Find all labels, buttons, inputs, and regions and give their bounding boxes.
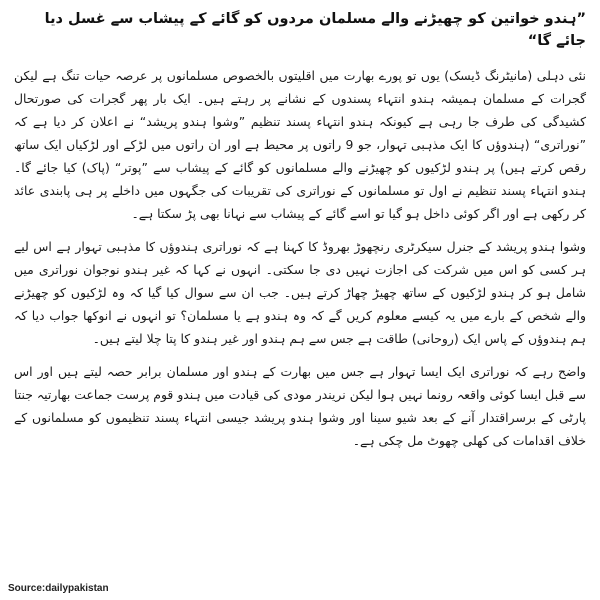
article-paragraph-1: نئی دہلی (مانیٹرنگ ڈیسک) یوں تو پورے بھارت میں اقلیتوں بالخصوص مسلمانوں پر عرصہ حیات تنگ ہے لیکن گجرات کے مسلمان ہمیشہ ہندو انتہاء پسندوں کے نشانے پر رہتے ہیں۔ ایک بار پھر گجرات کی صورتحال کشیدگی کی طرف جا رہی ہے کیونکہ ہندو انتہاء پسند تنظیم ”وشوا ہندو پریشد“ نے اعلان کر دیا ہے کہ ”نوراتری“ (ہندوؤں کا ایک مذہبی تہوار، جو 9 راتوں پر محیط ہے اور ان راتوں میں لڑکے اور لڑکیاں ایک ساتھ رقص کرتے ہیں) پر ہندو لڑکیوں کو چھیڑنے والے مسلمانوں کو گائے کے پیشاب سے ”پوتر“ (پاک) کیا جائے گا۔ ہندو انتہاء پسند تنظیم نے اول تو مسلمانوں کے نوراتری کی تقریبات کی جگہوں میں داخلے پر ہی پابندی عائد کر رکھی ہے اور اگر کوئی داخل ہو گیا تو اسے گائے کے پیشاب سے نہانا بھی پڑ سکتا ہے۔ [14, 68, 587, 221]
article-paragraph-3: واضح رہے کہ نوراتری ایک ایسا تہوار ہے جس میں بھارت کے ہندو اور مسلمان برابر حصہ لیتے ہیں اور اس سے قبل ایسا کوئی واقعہ رونما نہیں ہوا لیکن نریندر مودی کی قیادت میں ہندو قوم پرست جماعت بھارتیہ جنتا پارٹی کے برسراقتدار آنے کے بعد شیو سینا اور وشوا ہندو پریشد جیسی انتہاء پسند تنظیموں کو مسلمانوں کے خلاف اقدامات کی کھلی چھوٹ مل چکی ہے۔ [14, 364, 586, 448]
article-headline: ”ہندو خواتین کو چھیڑنے والے مسلمان مردوں کو گائے کے پیشاب سے غسل دیا جائے گا“ [44, 11, 586, 49]
source-credit: Source:dailypakistan [8, 583, 109, 594]
article-paragraph-2: وشوا ہندو پریشد کے جنرل سیکرٹری رنچھوڑ بھروڈ کا کہنا ہے کہ نوراتری ہندوؤں کا مذہبی تہوار ہے اس لیے ہر کسی کو اس میں شرکت کی اجازت نہیں دی جا سکتی۔ انہوں نے کہا کہ غیر ہندو نوجوان نوراتری میں شامل ہو کر ہندو لڑکیوں کے ساتھ چھیڑ چھاڑ کرتے ہیں۔ جب ان سے سوال کیا گیا کہ وہ لڑکیوں کو چھیڑنے والے شخص کے بارے میں یہ کیسے معلوم کریں گے کہ وہ ہندو ہے یا مسلمان؟ تو انہوں نے انوکھا جواب دیا کہ ہم ہندوؤں کے پاس ایک (روحانی) طاقت ہے جس سے ہم ہندو اور غیر ہندو کا پتا چلا لیتے ہیں۔ [14, 239, 586, 346]
news-article [14, 8, 586, 596]
